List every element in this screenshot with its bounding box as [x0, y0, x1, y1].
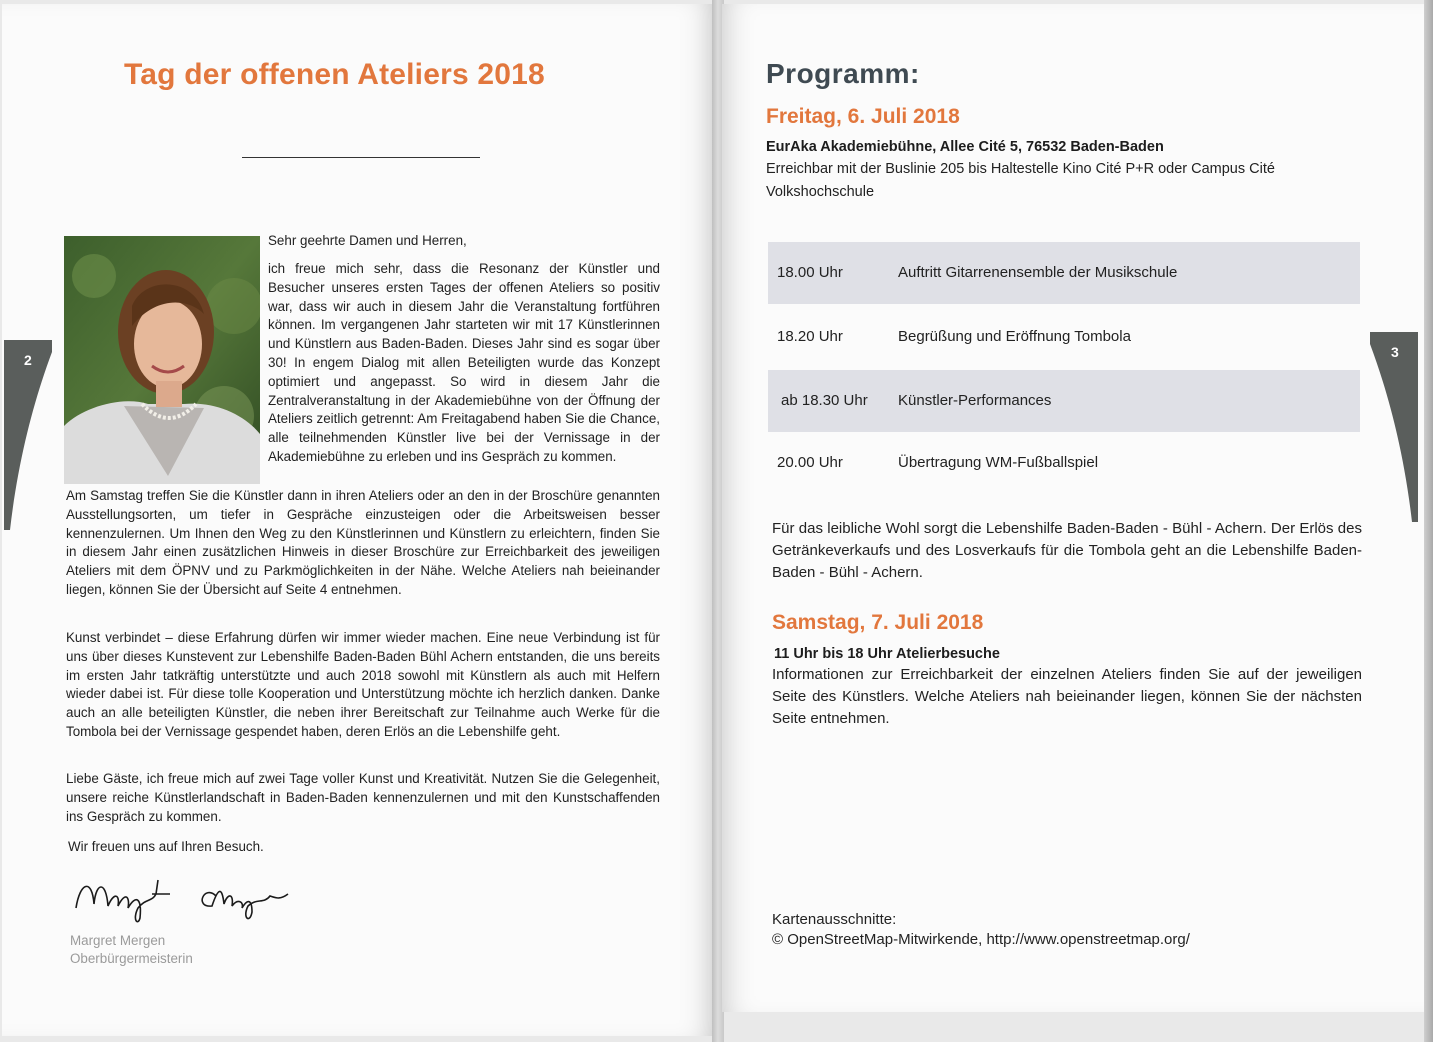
saturday-heading: Samstag, 7. Juli 2018 — [772, 611, 984, 634]
right-page — [722, 4, 1424, 1012]
map-credit-text: © OpenStreetMap-Mitwirkende, http://www.openstreetmap.org/ — [772, 931, 1190, 948]
signer-title: Oberbürgermeisterin — [70, 951, 193, 966]
invitation-paragraph: Liebe Gäste, ich freue mich auf zwei Tage voller Kunst und Kreativität. Nutzen Sie die Gelegenheit, unsere reiche Künstlerlandschaft in Baden-Baden kennenzulernen und mit den Kunstschaffenden ins Gespräch zu kommen. — [66, 771, 660, 824]
friday-reach-info: Erreichbar mit der Buslinie 205 bis Haltestelle Kino Cité P+R oder Campus Cité Volkshochschule — [766, 161, 1275, 200]
schedule-row — [768, 306, 1360, 368]
salutation: Sehr geehrte Damen und Herren, — [268, 233, 467, 248]
schedule-time: 18.00 Uhr — [777, 264, 843, 281]
schedule-time: 20.00 Uhr — [777, 454, 843, 471]
schedule-event: Künstler-Performances — [898, 392, 1052, 409]
schedule-row — [768, 242, 1360, 304]
page-number-right: 3 — [1391, 344, 1399, 360]
schedule-event: Übertragung WM-Fußballspiel — [898, 454, 1099, 471]
catering-note: Für das leibliche Wohl sorgt die Lebenshilfe Baden-Baden - Bühl - Achern. Der Erlös des Getränkeverkaufs und des Losverkaufs für die Tombola geht an die Lebenshilfe Baden-Baden - Bühl - Achern. — [772, 520, 1362, 581]
saturday-text: Informationen zur Erreichbarkeit der einzelnen Ateliers finden Sie auf der jeweiligen Seite des Künstlers. Welche Ateliers nah beieinander liegen, können Sie der nächsten Seite entnehmen. — [772, 666, 1362, 727]
page-tab-left — [4, 340, 52, 530]
signature-image — [66, 868, 306, 930]
schedule-event: Begrüßung und Eröffnung Tombola — [898, 328, 1131, 345]
page-number-left: 2 — [24, 352, 32, 368]
map-credit — [772, 910, 1190, 950]
friday-heading: Freitag, 6. Juli 2018 — [766, 105, 960, 128]
schedule-row — [768, 432, 1360, 494]
saturday-subheading: 11 Uhr bis 18 Uhr Atelierbesuche — [774, 646, 1000, 662]
schedule-time: ab 18.30 Uhr — [781, 392, 868, 409]
portrait-photo — [64, 236, 260, 484]
intro-paragraph: ich freue mich sehr, dass die Resonanz der Künstler und Besucher unseres ersten Tages der offenen Ateliers so positiv war, dass wir auch in diesem Jahr die Veranstaltung fortführen können. Im vergangenen Jahr starteten wir mit 17 Künstlerinnen und Künstlern aus Baden-Baden. Dieses Jahr sind es sogar über 30! In engem Dialog mit allen Beteiligten wurde das Konzept optimiert und angepasst. So wird in diesem Jahr die Zentralveranstaltung in der Akademiebühne von der Öffnung der Ateliers zeitlich getrennt: Am Freitagabend haben Sie die Chance, alle teilnehmenden Künstler live bei der Vernissage in der Akademiebühne zu erleben und ins Gespräch zu kommen. — [268, 261, 660, 464]
friday-venue: EurAka Akademiebühne, Allee Cité 5, 76532 Baden-Baden — [766, 139, 1164, 155]
closing-line: Wir freuen uns auf Ihren Besuch. — [68, 839, 264, 854]
intro-paragraph-continued: Am Samstag treffen Sie die Künstler dann in ihren Ateliers oder an den in der Broschüre genannten Ausstellungsorten, um tiefer in Gespräche einzusteigen oder die Arbeitsweisen besser kennenzulernen. Um Ihnen den Weg zu den Künstlerinnen und Künstlern zu erleichtern, finden Sie in diesem Jahr einen zusätzlichen Hinweis in dieser Broschüre zur Erreichbarkeit des jeweiligen Ateliers mit dem ÖPNV und zu Parkmöglichkeiten in der Nähe. Welche Ateliers nah beieinander liegen, können Sie der Übersicht auf Seite 4 entnehmen. — [66, 488, 660, 597]
signer-block — [70, 932, 193, 968]
schedule-event: Auftritt Gitarrenensemble der Musikschule — [898, 264, 1178, 281]
map-credit-label: Kartenausschnitte: — [772, 911, 897, 928]
program-title: Programm: — [766, 58, 920, 89]
page-title: Tag der offenen Ateliers 2018 — [124, 58, 545, 91]
signer-name: Margret Mergen — [70, 933, 166, 948]
title-divider — [242, 157, 480, 158]
page-tab-right — [1370, 332, 1418, 522]
schedule-row — [768, 370, 1360, 432]
schedule-time: 18.20 Uhr — [777, 328, 843, 345]
cooperation-paragraph: Kunst verbindet – diese Erfahrung dürfen wir immer wieder machen. Eine neue Verbindung ist für uns über dieses Kunstevent zur Lebenshilfe Baden-Baden Bühl Achern entstanden, die uns bereits im ersten Jahr tatkräftig unterstützte und auch 2018 sowohl mit Künstlern als auch mit Helfern wieder dabei ist. Für diese tolle Kooperation und Unterstützung möchte ich herzlich danken. Danke auch an alle beteiligten Künstler, die neben ihrer Bereitschaft zur Teilnahme auch Werke für die Tombola bei der Vernissage gespendet haben, deren Erlös an die Lebenshilfe geht. — [66, 630, 660, 739]
page-edge — [1424, 0, 1433, 1042]
